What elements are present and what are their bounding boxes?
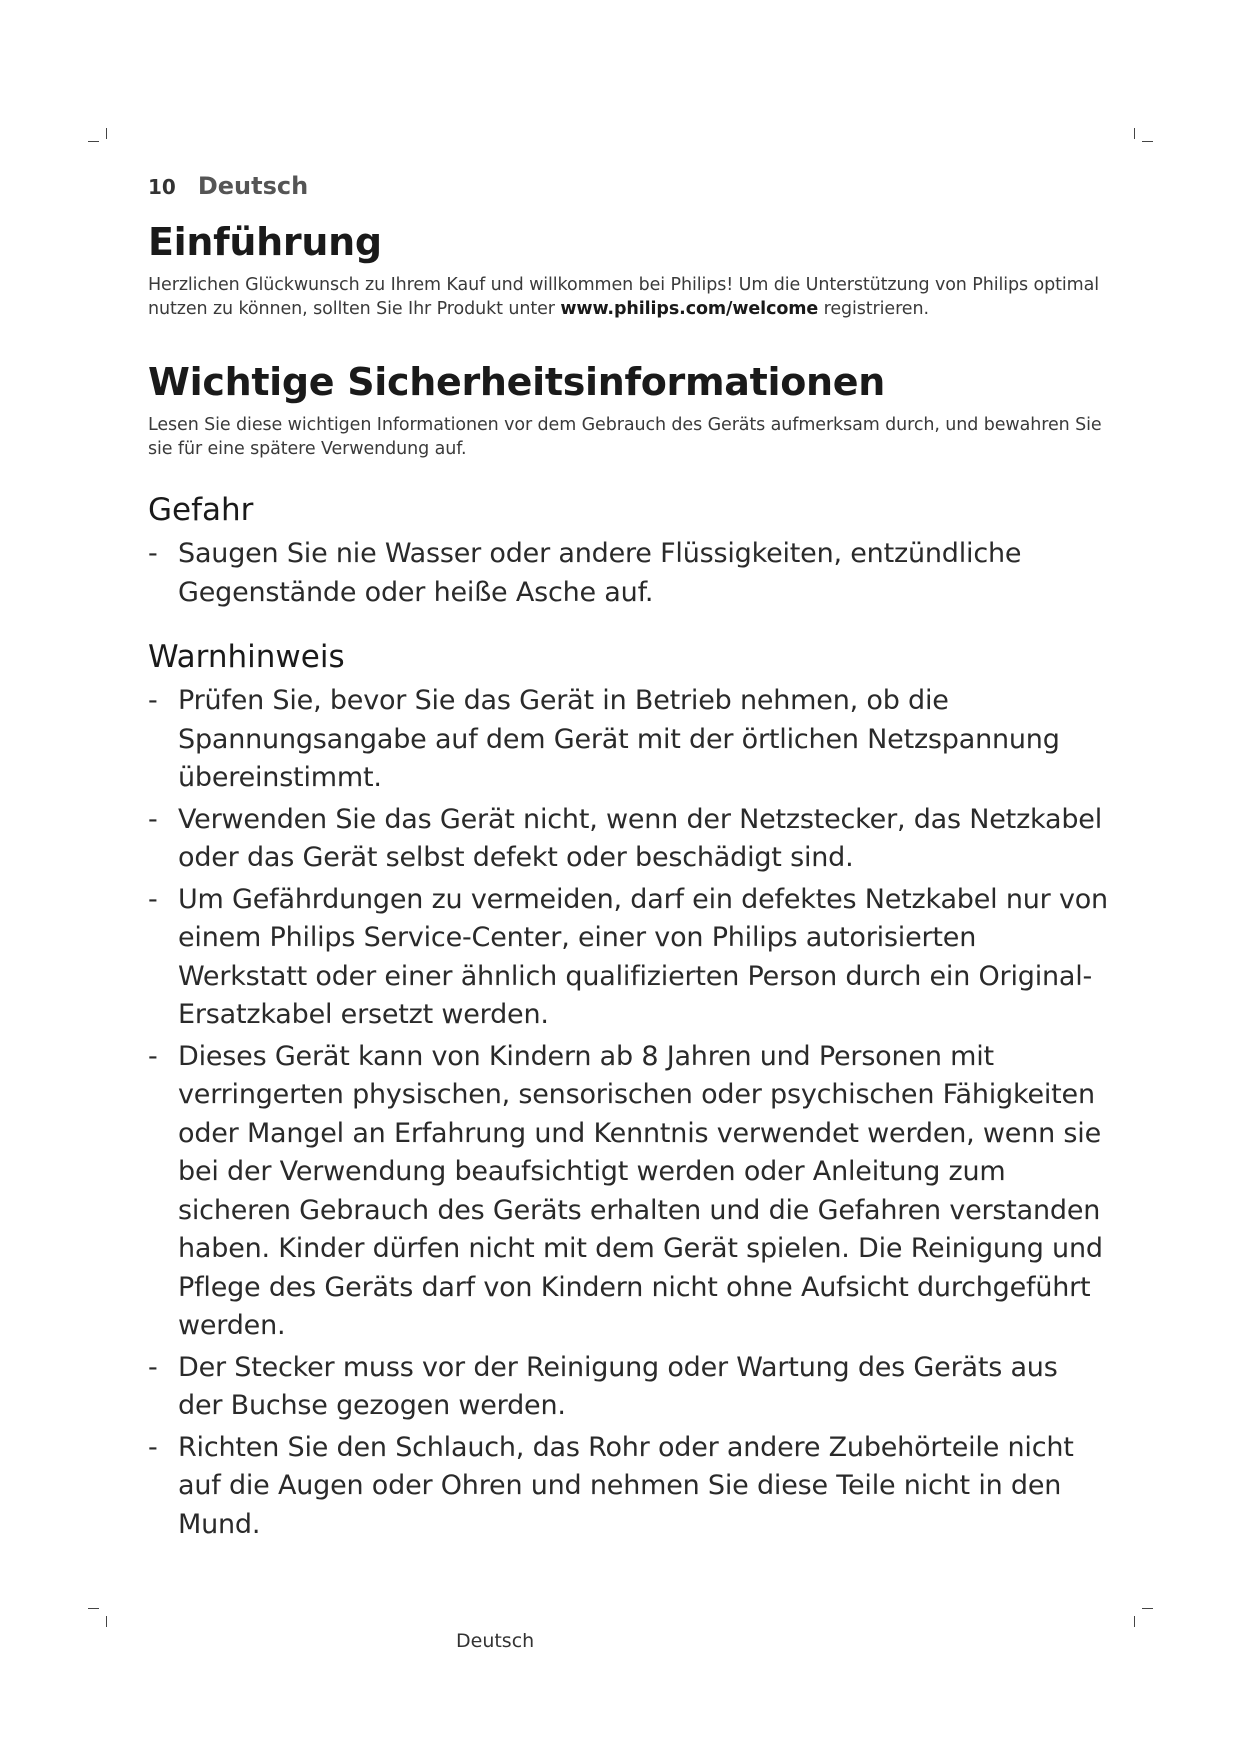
welcome-link[interactable]: www.philips.com/welcome [560, 299, 819, 319]
danger-list [148, 535, 1108, 615]
crop-mark [88, 141, 99, 142]
page-footer: Deutsch [456, 1630, 535, 1652]
intro-title: Einführung [148, 220, 382, 264]
list-item [148, 1349, 1108, 1426]
list-item [148, 535, 1108, 612]
crop-mark [1142, 1608, 1153, 1609]
warning-list [148, 682, 1108, 1547]
list-item-text: Prüfen Sie, bevor Sie das Gerät in Betrieb nehmen, ob die Spannungsangabe auf dem Gerät mit der örtlichen Netzspannung übereinstimmt. [178, 685, 1060, 793]
list-item [148, 682, 1108, 798]
bullet-dash: - [148, 883, 158, 915]
intro-text-after: registrieren. [818, 299, 929, 319]
crop-mark [1142, 141, 1153, 142]
intro-text-before: Herzlichen Glückwunsch zu Ihrem Kauf und willkommen bei Philips! Um die Unterstützung von Philips optimal nutzen zu können, sollten Sie Ihr Produkt unter [148, 275, 1099, 319]
warning-heading: Warnhinweis [148, 639, 345, 675]
bullet-dash: - [148, 1040, 158, 1072]
crop-mark [88, 1608, 99, 1609]
crop-mark [106, 128, 107, 139]
bullet-dash: - [148, 1351, 158, 1383]
list-item-text: Um Gefährdungen zu vermeiden, darf ein defektes Netzkabel nur von einem Philips Service-Center, einer von Philips autorisierten Werkstatt oder einer ähnlich qualifizierten Person durch ein Original-Ersatzkabel ersetzt werden. [178, 883, 1108, 1030]
crop-mark [1134, 128, 1135, 139]
bullet-dash: - [148, 685, 158, 716]
header-language: Deutsch [197, 172, 309, 200]
list-item-text: Verwenden Sie das Gerät nicht, wenn der Netzstecker, das Netzkabel oder das Gerät selbst defekt oder beschädigt sind. [178, 803, 1102, 873]
list-item [148, 1429, 1108, 1545]
safety-intro-text: Lesen Sie diese wichtigen Informationen vor dem Gebrauch des Geräts aufmerksam durch, und bewahren Sie sie für eine spätere Verwendung auf. [148, 415, 1102, 459]
list-item-text: Saugen Sie nie Wasser oder andere Flüssigkeiten, entzündliche Gegenstände oder heiße Asche auf. [178, 538, 1022, 608]
crop-mark [106, 1616, 107, 1627]
bullet-dash: - [148, 803, 158, 835]
list-item-text: Dieses Gerät kann von Kindern ab 8 Jahren und Personen mit verringerten physischen, sensorischen oder psychischen Fähigkeiten oder Mangel an Erfahrung und Kenntnis verwendet werden, wenn sie bei der Verwendung beaufsichtigt werden oder Anleitung zum sicheren Gebrauch des Geräts erhalten und die Gefahren verstanden haben. Kinder dürfen nicht mit dem Gerät spielen. Die Reinigung und Pflege des Geräts darf von Kindern nicht ohne Aufsicht durchgeführt werden. [178, 1040, 1103, 1341]
list-item [148, 801, 1108, 878]
safety-title: Wichtige Sicherheitsinformationen [148, 360, 886, 404]
list-item [148, 881, 1108, 1035]
intro-text [148, 273, 1108, 321]
page-header [148, 172, 308, 200]
list-item-text: Richten Sie den Schlauch, das Rohr oder andere Zubehörteile nicht auf die Augen oder Ohren und nehmen Sie diese Teile nicht in den Mund. [178, 1431, 1074, 1540]
crop-mark [1134, 1616, 1135, 1627]
bullet-dash: - [148, 1431, 158, 1463]
list-item [148, 1038, 1108, 1346]
list-item-text: Der Stecker muss vor der Reinigung oder Wartung des Geräts aus der Buchse gezogen werden. [178, 1351, 1058, 1421]
page-number: 10 [148, 175, 176, 199]
bullet-dash: - [148, 538, 158, 569]
danger-heading: Gefahr [148, 492, 254, 528]
